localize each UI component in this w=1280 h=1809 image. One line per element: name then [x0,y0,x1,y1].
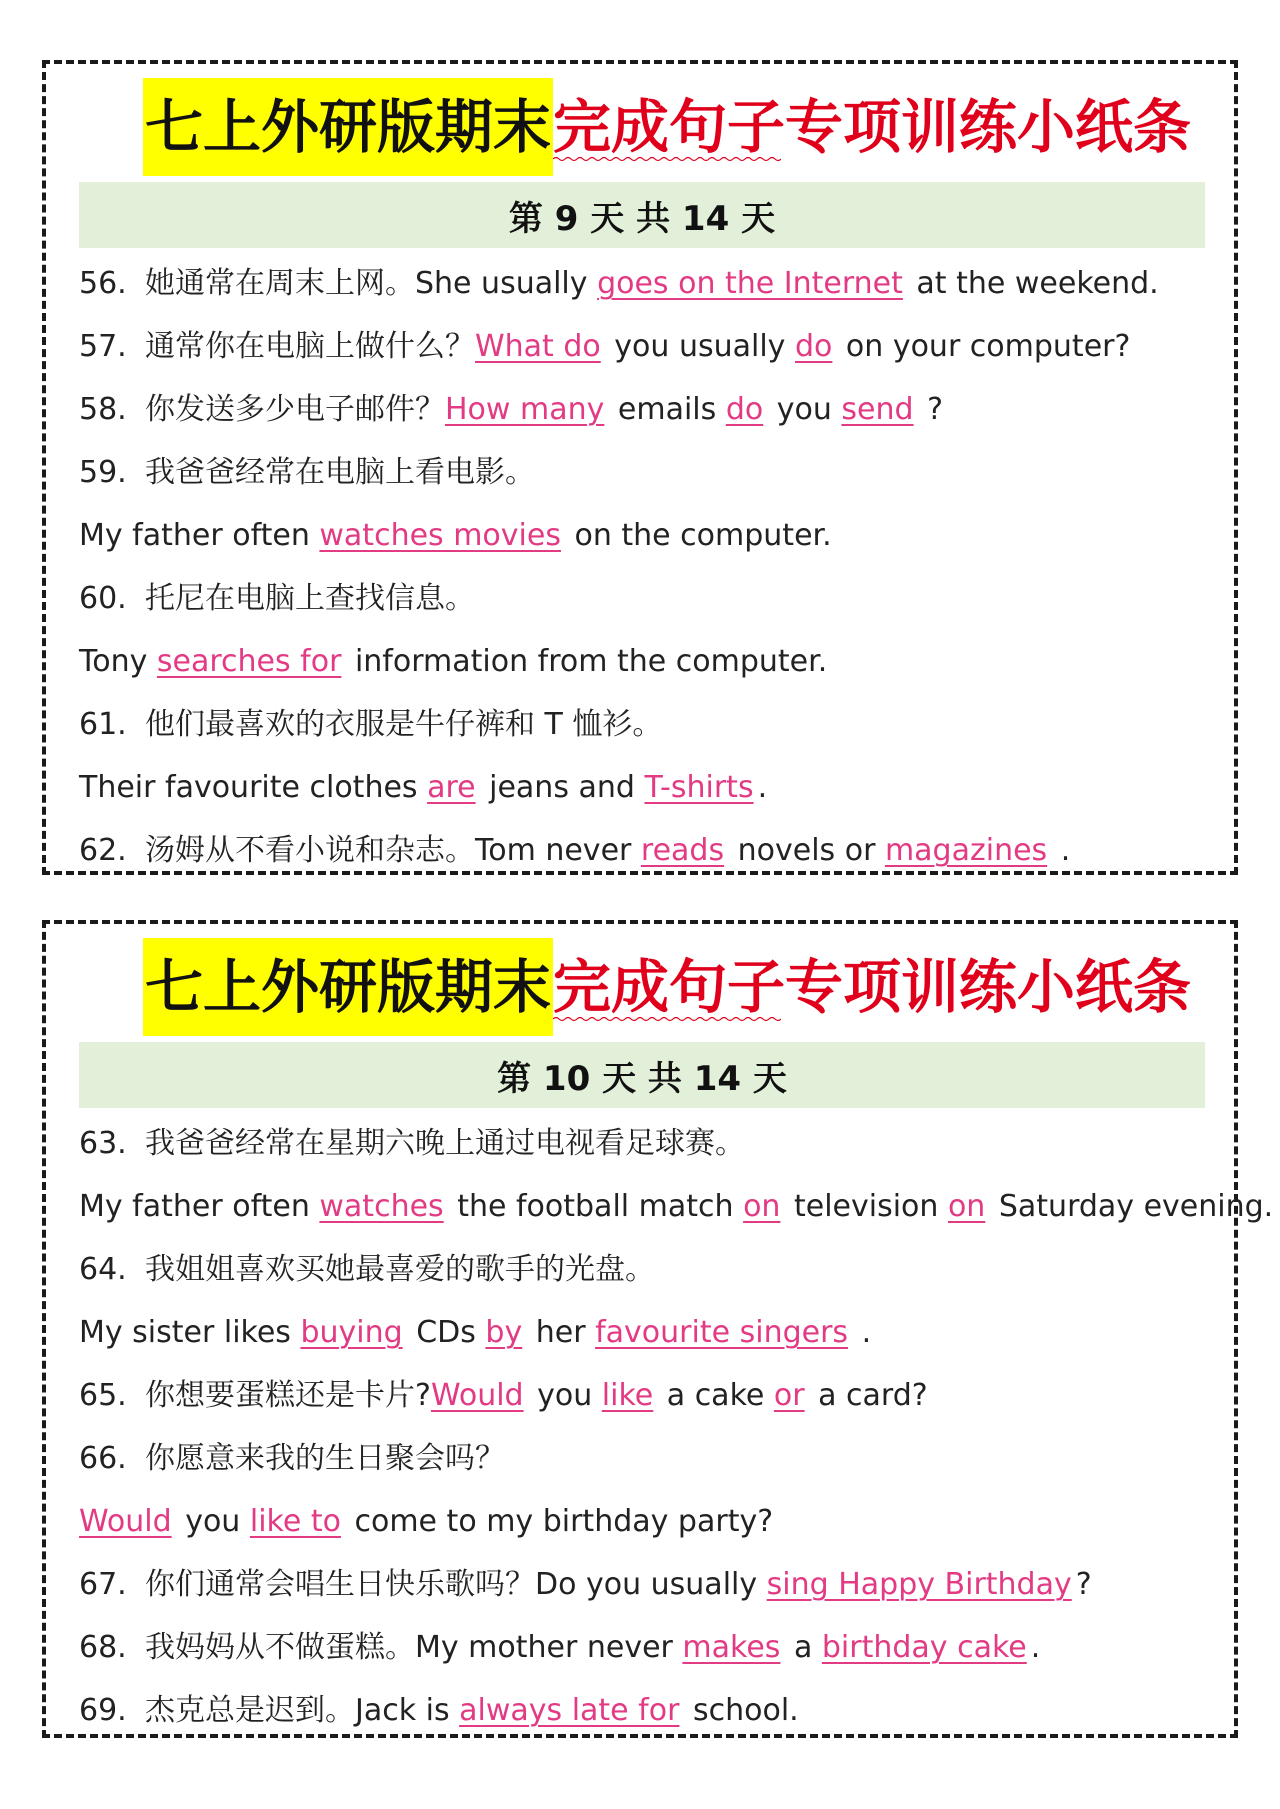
answer-blank: favourite singers [595,1315,849,1350]
answer-blank: searches for [156,644,342,679]
sentence-text: you [767,392,842,427]
answer-blank: do [725,392,764,427]
sentence-text: her [526,1315,596,1350]
sentence-text: on the computer. [564,518,832,553]
sentence-line [79,1112,1219,1175]
answer-blank: on [947,1189,986,1224]
answer-blank: What do [475,329,601,364]
answer-blank: watches [319,1189,444,1224]
answer-blank: are [427,770,476,805]
exercise-card-day-10 [42,920,1274,1738]
answer-blank: watches movies [319,518,561,553]
title-rest-text: 完成句子专项训练小纸条 [553,953,1192,1021]
card-title [143,78,1191,176]
sentence-line [79,693,1219,756]
answer-blank: sing Happy Birthday [766,1567,1072,1602]
sentence-line [79,819,1219,882]
sentence-text: novels or [728,833,885,868]
title-rest [553,938,1191,1036]
sentence-line [79,1175,1274,1238]
exercise-card-day-9 [42,60,1238,875]
sentence-text: you [175,1504,250,1539]
sentence-text: My father often [79,518,320,553]
sentence-text: 我姐姐喜欢买她最喜爱的歌手的光盘。 [145,1252,655,1287]
sentence-list [79,252,1219,882]
title-highlight: 七上外研版期末 [143,78,553,176]
sentence-line [79,1427,1219,1490]
sentence-line [79,1238,1219,1301]
sentence-text: . [852,1315,872,1350]
sentence-text: the football match [447,1189,744,1224]
sentence-line [79,1490,1219,1553]
sentence-line [79,378,1219,441]
answer-blank: or [773,1378,805,1413]
sentence-line [79,441,1219,504]
item-number: 67. [79,1567,127,1602]
sentence-text: 我妈妈从不做蛋糕。My mother never [145,1630,683,1665]
title-rest [553,78,1191,176]
item-number: 64. [79,1252,127,1287]
sentence-text: 汤姆从不看小说和杂志。Tom never [145,833,641,868]
answer-blank: goes on the Internet [597,266,903,301]
wavy-underline [553,1016,781,1022]
item-number: 62. [79,833,127,868]
sentence-text: . [757,770,768,805]
sentence-line [79,1616,1219,1679]
sentence-text: a cake [657,1378,774,1413]
sentence-text: . [1051,833,1071,868]
sentence-text: at the weekend. [906,266,1159,301]
sentence-text: My sister likes [79,1315,301,1350]
sentence-text: . [1030,1630,1041,1665]
sentence-text: Saturday evening. [989,1189,1274,1224]
answer-blank: Would [430,1378,524,1413]
sentence-line [79,630,1219,693]
answer-blank: like [601,1378,654,1413]
answer-blank: magazines [884,833,1048,868]
sentence-text: school. [683,1693,799,1728]
sentence-text: CDs [406,1315,486,1350]
answer-blank: makes [682,1630,781,1665]
answer-blank: How many [445,392,605,427]
sentence-list [79,1112,1274,1742]
sentence-line [79,756,1219,819]
sentence-text: ? [917,392,944,427]
item-number: 57. [79,329,127,364]
item-number: 69. [79,1693,127,1728]
sentence-text: ? [1075,1567,1092,1602]
sentence-line [79,252,1219,315]
answer-blank: T-shirts [644,770,754,805]
answer-blank: always late for [459,1693,680,1728]
day-label: 第 9 天 共 14 天 [79,182,1205,248]
sentence-text: 他们最喜欢的衣服是牛仔裤和 T 恤衫。 [145,707,663,742]
answer-blank: send [841,392,914,427]
answer-blank: Would [79,1504,172,1539]
sentence-line [79,1364,1219,1427]
answer-blank: like to [249,1504,341,1539]
wavy-underline [553,156,781,162]
sentence-line [79,504,1219,567]
title-rest-text: 完成句子专项训练小纸条 [553,93,1192,161]
item-number: 61. [79,707,127,742]
sentence-text: My father often [79,1189,320,1224]
sentence-text: 通常你在电脑上做什么？ [145,329,475,364]
sentence-text: 你愿意来我的生日聚会吗？ [145,1441,505,1476]
sentence-text: come to my birthday party? [344,1504,774,1539]
answer-blank: by [485,1315,523,1350]
item-number: 63. [79,1126,127,1161]
sentence-text: Their favourite clothes [79,770,428,805]
sentence-text: television [784,1189,948,1224]
sentence-text: 托尼在电脑上查找信息。 [145,581,475,616]
sentence-text: 你想要蛋糕还是卡片? [145,1378,431,1413]
sentence-text: 你发送多少电子邮件？ [145,392,445,427]
sentence-line [79,1553,1219,1616]
sentence-line [79,1679,1219,1742]
answer-blank: on [743,1189,781,1224]
sentence-text: you [527,1378,602,1413]
sentence-line [79,567,1219,630]
title-highlight: 七上外研版期末 [143,938,553,1036]
sentence-text: information from the computer. [345,644,828,679]
sentence-text: a [784,1630,822,1665]
answer-blank: do [794,329,833,364]
sentence-text: 我爸爸经常在电脑上看电影。 [145,455,535,490]
sentence-line [79,1301,1219,1364]
item-number: 66. [79,1441,127,1476]
day-label: 第 10 天 共 14 天 [79,1042,1205,1108]
item-number: 65. [79,1378,127,1413]
sentence-text: 我爸爸经常在星期六晚上通过电视看足球赛。 [145,1126,745,1161]
item-number: 60. [79,581,127,616]
sentence-text: a card? [808,1378,928,1413]
answer-blank: reads [640,833,725,868]
answer-blank: birthday cake [821,1630,1027,1665]
sentence-line [79,315,1219,378]
sentence-text: 杰克总是迟到。Jack is [145,1693,460,1728]
sentence-text: jeans and [479,770,645,805]
item-number: 56. [79,266,127,301]
sentence-text: on your computer? [836,329,1131,364]
card-title [143,938,1191,1036]
sentence-text: Tony [79,644,157,679]
sentence-text: you usually [604,329,795,364]
sentence-text: 你们通常会唱生日快乐歌吗？Do you usually [145,1567,767,1602]
item-number: 58. [79,392,127,427]
sentence-text: 她通常在周末上网。She usually [145,266,598,301]
item-number: 59. [79,455,127,490]
sentence-text: emails [608,392,726,427]
answer-blank: buying [300,1315,403,1350]
item-number: 68. [79,1630,127,1665]
